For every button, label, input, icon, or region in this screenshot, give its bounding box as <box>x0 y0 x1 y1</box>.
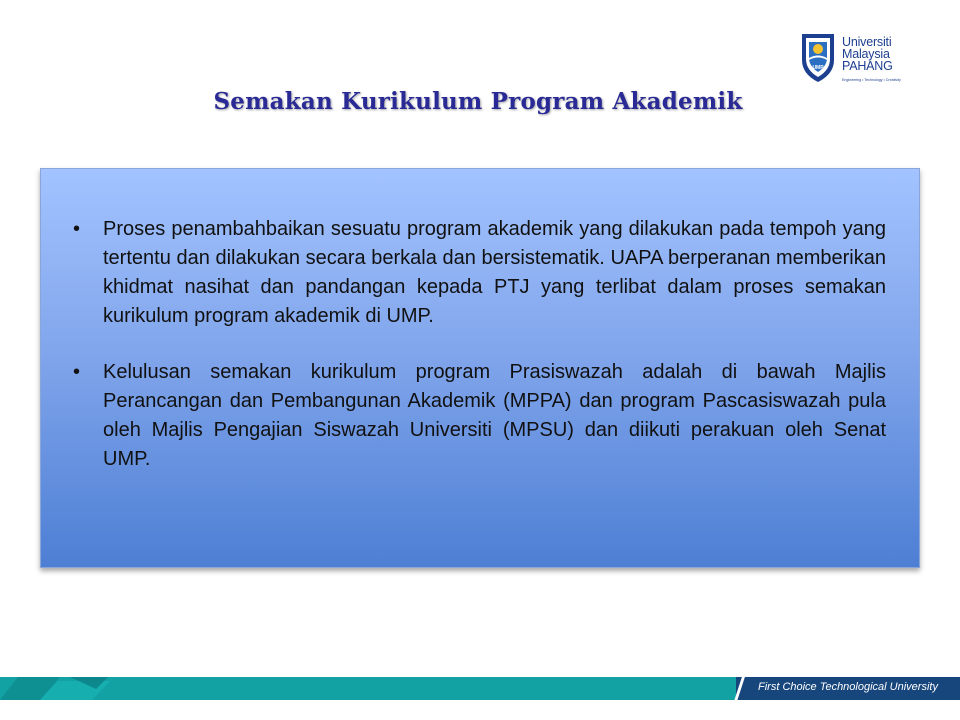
bullet-list <box>73 215 886 501</box>
bullet-dot-icon: • <box>73 218 81 240</box>
bullet-item <box>73 358 886 474</box>
slide-title: Semakan Kurikulum Program Akademik <box>213 88 743 115</box>
footer-tagline: First Choice Technological University <box>758 681 938 693</box>
ump-shield-icon <box>800 32 836 84</box>
logo-line-2: Malaysia <box>842 47 890 61</box>
bullet-dot-icon: • <box>73 361 81 383</box>
footer-decoration-icon <box>0 677 120 700</box>
bullet-item <box>73 215 886 331</box>
svg-text:UMP: UMP <box>812 65 824 71</box>
logo-line-3: PAHANG <box>842 59 893 73</box>
bullet-text: Proses penambahbaikan sesuatu program akademik yang dilakukan pada tempoh yang tertentu dan dilakukan secara berkala dan bersistematik. UAPA berperanan memberikan khidmat nasihat dan pandangan kepada PTJ yang terlibat dalam proses semakan kurikulum program akademik di UMP. <box>103 218 886 327</box>
university-logo <box>800 32 912 86</box>
logo-tagline: Engineering • Technology • Creativity <box>842 78 901 82</box>
logo-wordmark <box>842 36 893 72</box>
bullet-text: Kelulusan semakan kurikulum program Prasiswazah adalah di bawah Majlis Perancangan dan Pembangunan Akademik (MPPA) dan program Pascasiswazah pula oleh Majlis Pengajian Siswazah Universiti (MPSU) dan diikuti perakuan oleh Senat UMP. <box>103 361 886 470</box>
content-panel <box>40 168 920 568</box>
logo-line-1: Universiti <box>842 35 892 49</box>
footer-band <box>0 677 960 700</box>
